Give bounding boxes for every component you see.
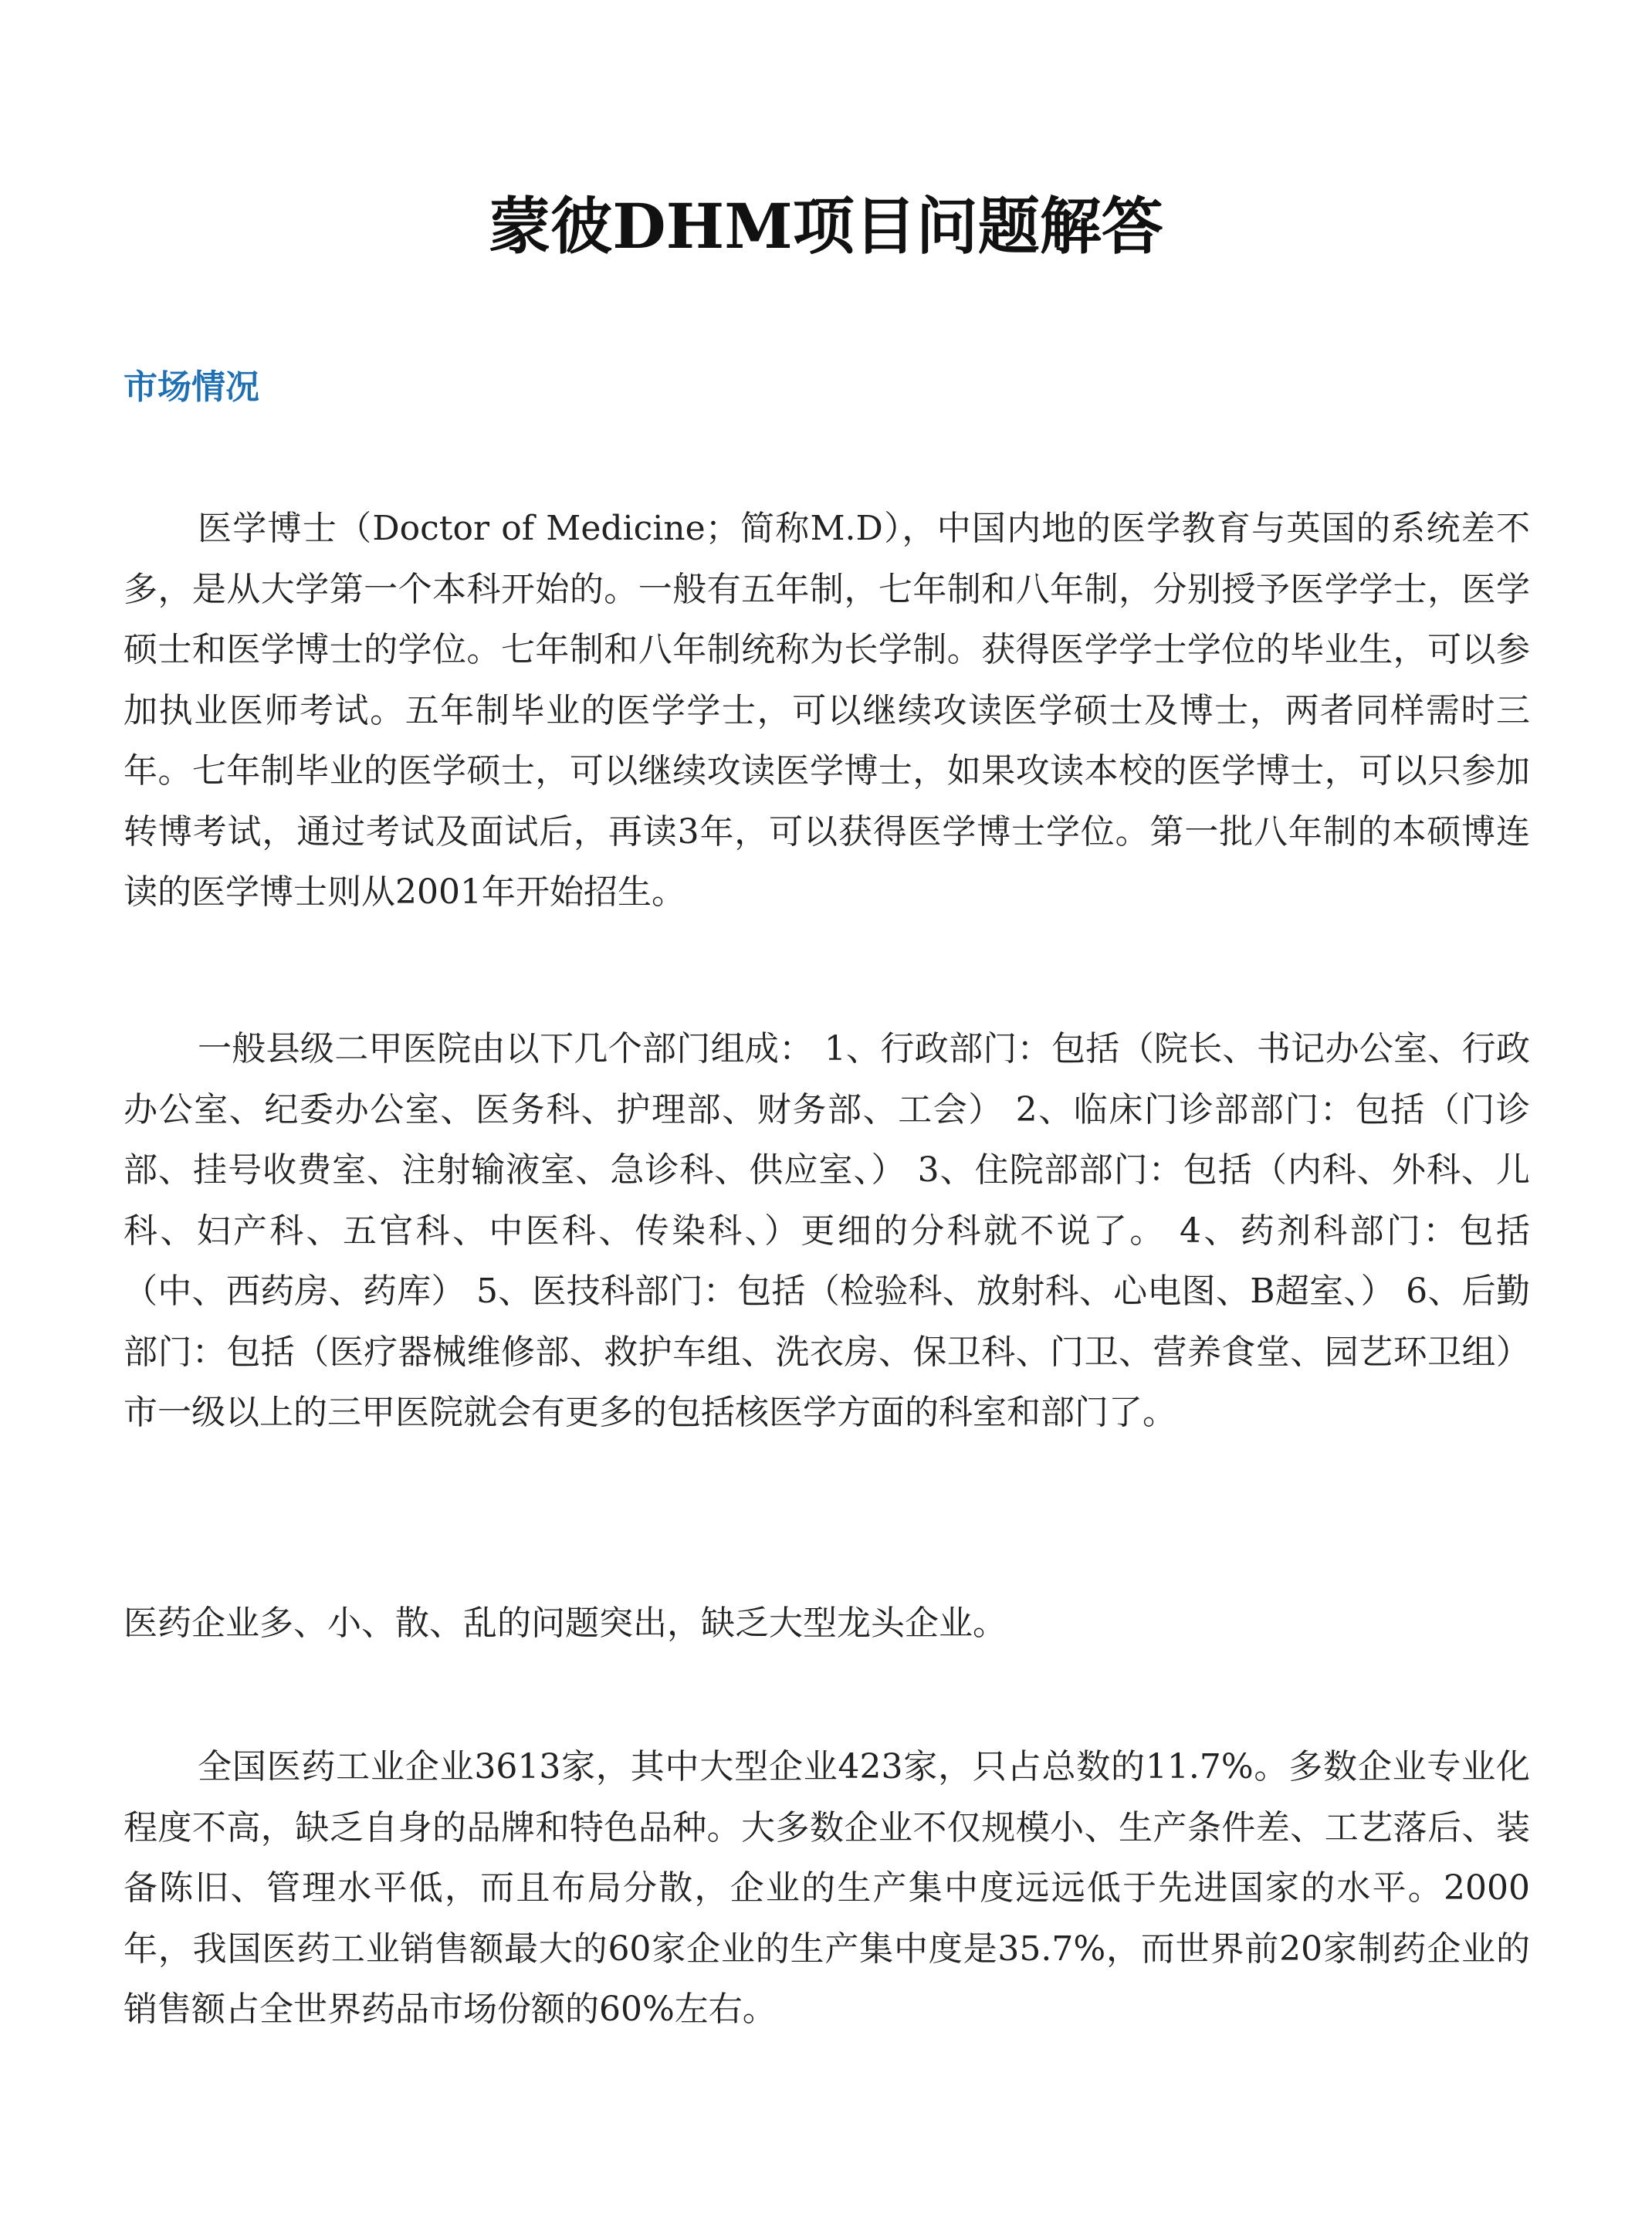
section-heading-market: 市场情况 — [124, 367, 259, 407]
document-title: 蒙彼DHM项目问题解答 — [489, 190, 1163, 262]
paragraph-pharma-statistics: 全国医药工业企业3613家，其中大型企业423家，只占总数的11.7%。多数企业专业化程度不高，缺乏自身的品牌和特色品种。大多数企业不仅规模小、生产条件差、工艺落后、装备陈旧、管理水平低，而且布局分散，企业的生产集中度远远低于先进国家的水平。2000年，我国医药工业销售额最大的60家企业的生产集中度是35.7%，而世界前20家制药企业的销售额占全世界药品市场份额的60%左右。 — [124, 1747, 1530, 2029]
paragraph-hospital-departments: 一般县级二甲医院由以下几个部门组成： 1、行政部门：包括（院长、书记办公室、行政办公室、纪委办公室、医务科、护理部、财务部、工会） 2、临床门诊部部门：包括（门诊部、挂号收费室、注射输液室、急诊科、供应室、） 3、住院部部门：包括（内科、外科、儿科、妇产科、五官科、中医科、传染科、）更细的分科就不说了。 4、药剂科部门：包括（中、西药房、药库） 5、医技科部门：包括（检验科、放射科、心电图、B超室、） 6、后勤部门：包括（医疗器械维修部、救护车组、洗衣房、保卫科、门卫、营养食堂、园艺环卫组） 市一级以上的三甲医院就会有更多的包括核医学方面的科室和部门了。 — [124, 1029, 1530, 1432]
paragraph-pharma-issues: 医药企业多、小、散、乱的问题突出，缺乏大型龙头企业。 — [124, 1604, 1007, 1643]
paragraph-medical-doctor: 医学博士（Doctor of Medicine；简称M.D），中国内地的医学教育与英国的系统差不多，是从大学第一个本科开始的。一般有五年制，七年制和八年制，分别授予医学学士，医学硕士和医学博士的学位。七年制和八年制统称为长学制。获得医学学士学位的毕业生，可以参加执业医师考试。五年制毕业的医学学士，可以继续攻读医学硕士及博士，两者同样需时三年。七年制毕业的医学硕士，可以继续攻读医学博士，如果攻读本校的医学博士，可以只参加转博考试，通过考试及面试后，再读3年，可以获得医学博士学位。第一批八年制的本硕博连读的医学博士则从2001年开始招生。 — [124, 509, 1530, 912]
